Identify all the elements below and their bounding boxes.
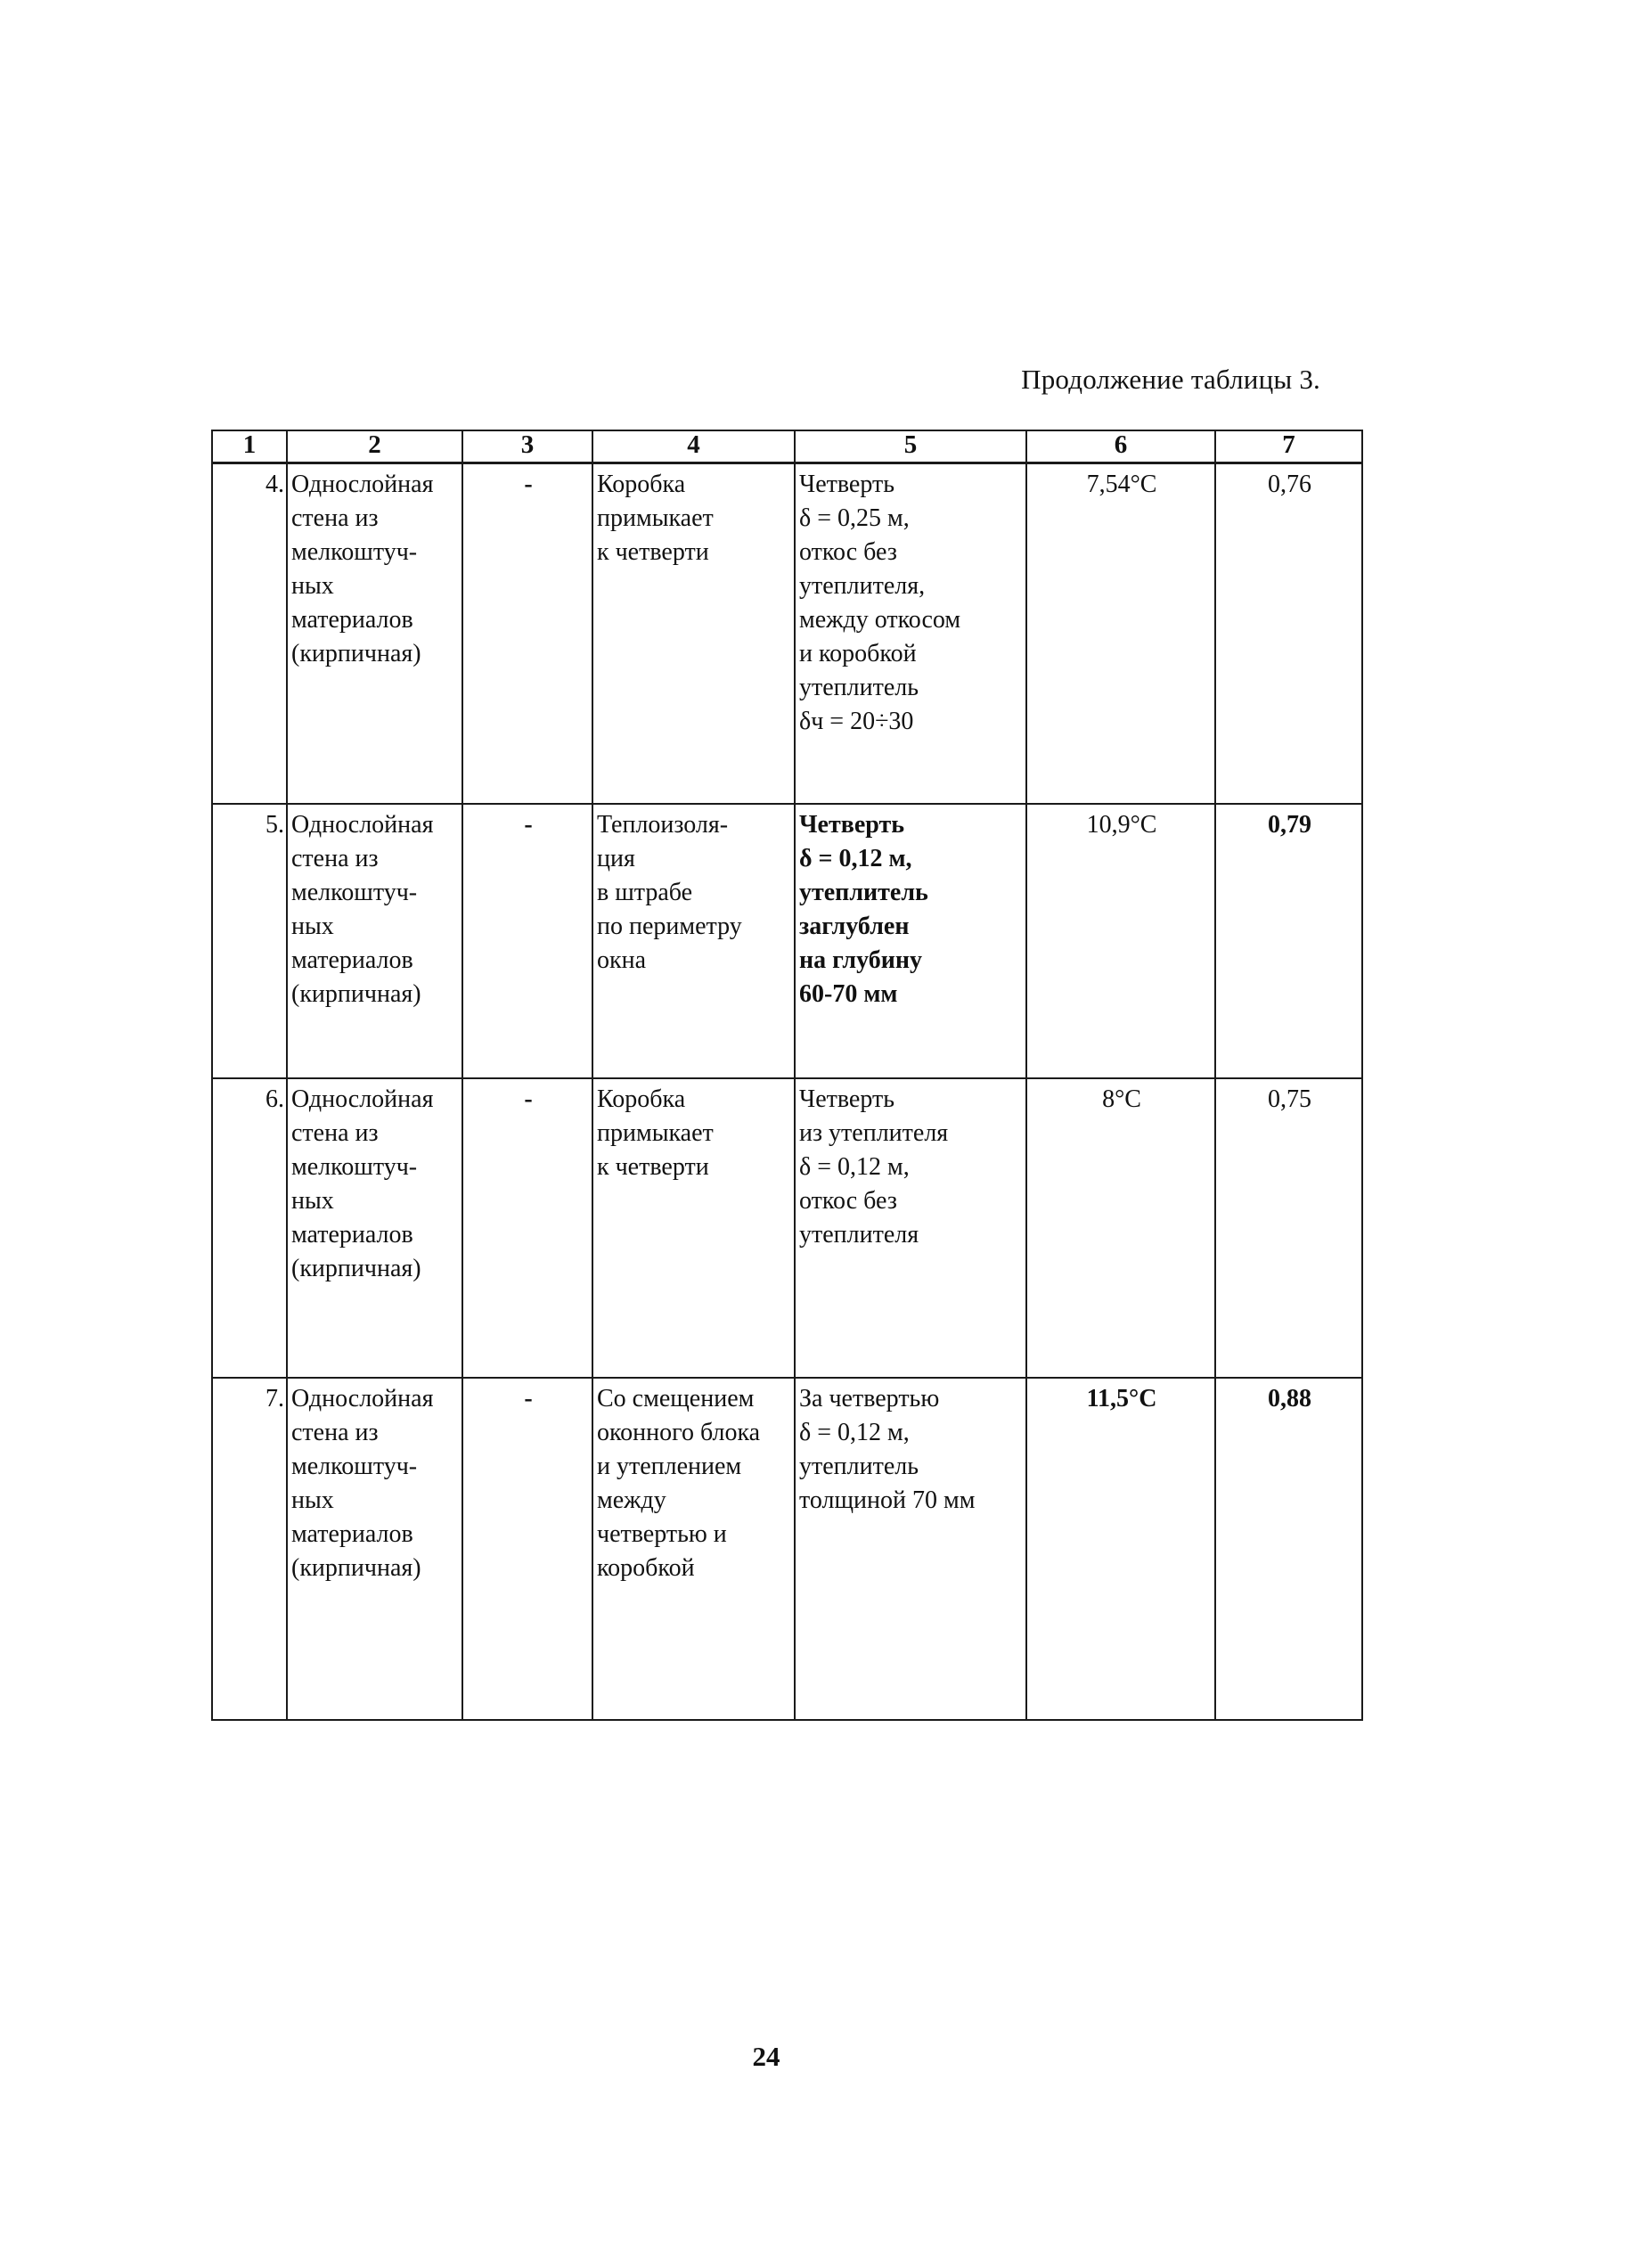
- page-number: 24: [752, 2041, 780, 2072]
- column-3-value: -: [462, 1378, 592, 1720]
- wall-type: Однослойная стена из мелкоштуч- ных материалов (кирпичная): [287, 1378, 462, 1720]
- wall-type: Однослойная стена из мелкоштуч- ных материалов (кирпичная): [287, 804, 462, 1078]
- quarter-description: Четверть δ = 0,25 м, откос без утеплителя, между откосом и коробкой утеплитель δч = 20÷30: [795, 463, 1026, 804]
- coefficient-value: 0,75: [1215, 1078, 1362, 1378]
- data-table: [211, 430, 1363, 1721]
- column-header-5: 5: [795, 430, 1026, 463]
- temperature-value: 10,9°C: [1026, 804, 1215, 1078]
- column-header-4: 4: [592, 430, 795, 463]
- row-number: 5.: [212, 804, 287, 1078]
- column-header-1: 1: [212, 430, 287, 463]
- quarter-description: Четверть δ = 0,12 м, утеплитель заглублен на глубину 60-70 мм: [795, 804, 1026, 1078]
- temperature-value: 8°C: [1026, 1078, 1215, 1378]
- table-row: [212, 463, 1362, 804]
- column-header-6: 6: [1026, 430, 1215, 463]
- column-3-value: -: [462, 804, 592, 1078]
- table-row: [212, 1078, 1362, 1378]
- wall-type: Однослойная стена из мелкоштуч- ных материалов (кирпичная): [287, 463, 462, 804]
- row-number: 6.: [212, 1078, 287, 1378]
- table-row: [212, 1378, 1362, 1720]
- quarter-description: Четверть из утеплителя δ = 0,12 м, откос без утеплителя: [795, 1078, 1026, 1378]
- table-row: [212, 804, 1362, 1078]
- temperature-value: 7,54°C: [1026, 463, 1215, 804]
- box-junction: Теплоизоля- ция в штрабе по периметру окна: [592, 804, 795, 1078]
- box-junction: Коробка примыкает к четверти: [592, 1078, 795, 1378]
- column-3-value: -: [462, 1078, 592, 1378]
- wall-type: Однослойная стена из мелкоштуч- ных материалов (кирпичная): [287, 1078, 462, 1378]
- quarter-description: За четвертью δ = 0,12 м, утеплитель толщиной 70 мм: [795, 1378, 1026, 1720]
- coefficient-value: 0,79: [1215, 804, 1362, 1078]
- coefficient-value: 0,88: [1215, 1378, 1362, 1720]
- box-junction: Со смещением оконного блока и утеплением между четвертью и коробкой: [592, 1378, 795, 1720]
- row-number: 7.: [212, 1378, 287, 1720]
- row-number: 4.: [212, 463, 287, 804]
- coefficient-value: 0,76: [1215, 463, 1362, 804]
- column-3-value: -: [462, 463, 592, 804]
- column-header-2: 2: [287, 430, 462, 463]
- header-row: [212, 430, 1362, 463]
- column-header-7: 7: [1215, 430, 1362, 463]
- column-header-3: 3: [462, 430, 592, 463]
- table-caption: Продолжение таблицы 3.: [1021, 364, 1320, 395]
- box-junction: Коробка примыкает к четверти: [592, 463, 795, 804]
- temperature-value: 11,5°C: [1026, 1378, 1215, 1720]
